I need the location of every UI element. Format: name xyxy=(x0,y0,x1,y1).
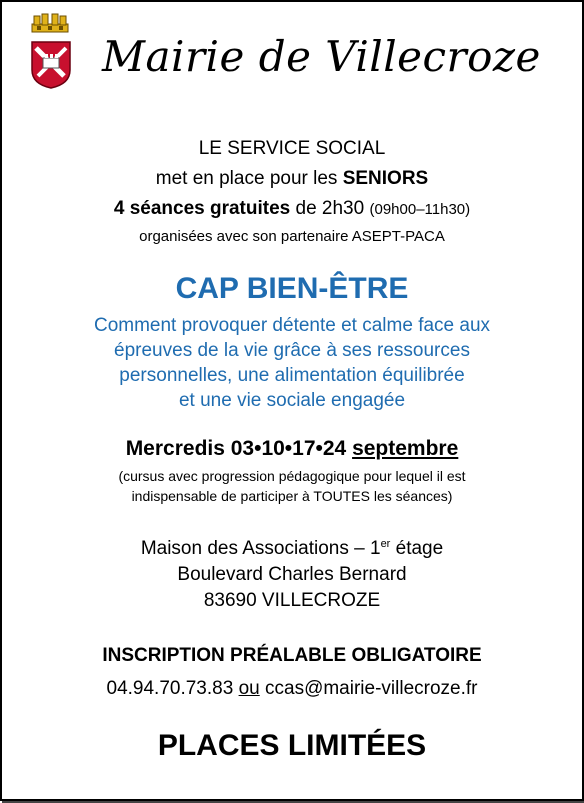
program-desc-line: personnelles, une alimentation équilibrée xyxy=(119,365,465,386)
places-limited-notice: PLACES LIMITÉES xyxy=(157,729,427,762)
registration-title: INSCRIPTION PRÉALABLE OBLIGATOIRE xyxy=(102,645,482,666)
town-hall-name: Mairie de Villecroze xyxy=(102,32,541,81)
session-hours: (09h00–11h30) xyxy=(369,201,471,218)
location-line-2: Boulevard Charles Bernard xyxy=(177,564,407,585)
location-line-3: 83690 VILLECROZE xyxy=(203,590,381,611)
crown-icon xyxy=(29,12,71,34)
contact-line: 04.94.70.73.83 ou ccas@mairie-villecroze.fr xyxy=(106,678,478,699)
coat-of-arms-shield-icon xyxy=(30,40,72,90)
email-address[interactable]: ccas@mairie-villecroze.fr xyxy=(265,678,478,699)
month-label: septembre xyxy=(352,437,459,460)
dates-note-line: (cursus avec progression pédagogique pour lequel il est xyxy=(118,468,466,484)
program-desc-line: épreuves de la vie grâce à ses ressources xyxy=(114,340,470,361)
location-line-1: Maison des Associations – 1er étage xyxy=(140,538,444,559)
intro-line-3: 4 séances gratuites de 2h30 (09h00–11h30) xyxy=(113,198,471,219)
dates-note-line: indispensable de participer à TOUTES les séances) xyxy=(131,488,453,504)
intro-line-1: LE SERVICE SOCIAL xyxy=(198,138,386,159)
partner-line: organisées avec son partenaire ASEPT-PACA xyxy=(139,228,445,245)
program-desc-line: et une vie sociale engagée xyxy=(178,390,406,411)
program-desc-line: Comment provoquer détente et calme face aux xyxy=(93,315,491,336)
intro-line-2: met en place pour les SENIORS xyxy=(155,168,429,189)
phone-number[interactable]: 04.94.70.73.83 xyxy=(106,678,234,699)
seniors-label: SENIORS xyxy=(342,168,429,189)
free-sessions-label: 4 séances gratuites xyxy=(113,198,291,219)
program-title: CAP BIEN-ÊTRE xyxy=(175,272,409,305)
session-dates: Mercredis 03•10•17•24 septembre xyxy=(125,437,459,460)
